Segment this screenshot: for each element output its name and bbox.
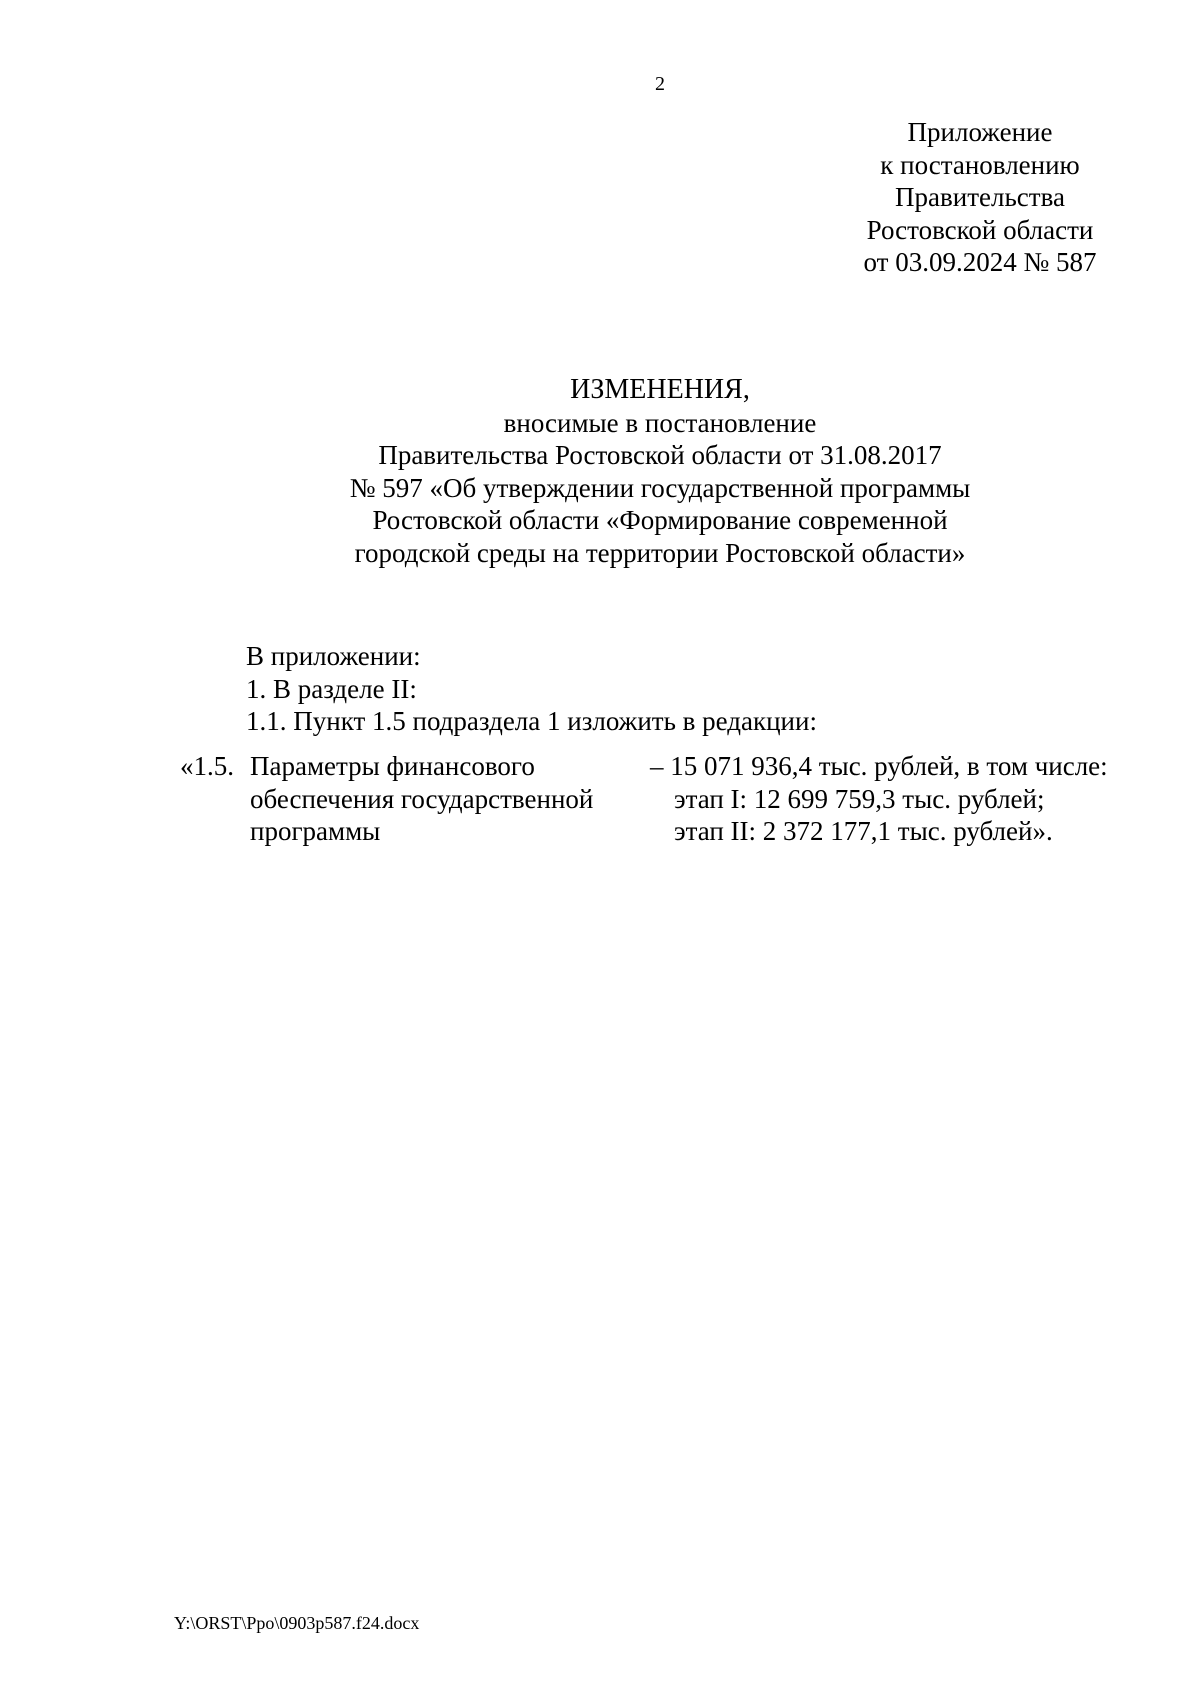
appendix-line: Ростовской области: [866, 214, 1094, 245]
item-label-line: Параметры финансового: [250, 751, 535, 781]
item-label-line: программы: [250, 816, 381, 846]
title-line: городской среды на территории Ростовской области»: [354, 537, 966, 568]
body-text: [246, 640, 1146, 738]
item-label-line: обеспечения государственной: [250, 783, 594, 814]
title-line: Правительства Ростовской области от 31.08.2017: [378, 440, 942, 470]
title-line: вносимые в постановление: [503, 407, 817, 438]
page-number: 2: [655, 73, 665, 95]
body-line: В приложении:: [246, 641, 421, 671]
item-value-line: – 15 071 936,4 тыс. рублей, в том числе:: [650, 751, 1108, 781]
title-heading: ИЗМЕНЕНИЯ,: [570, 374, 750, 405]
document-title: [300, 374, 1020, 569]
body-line: 1.1. Пункт 1.5 подраздела 1 изложить в редакции:: [246, 706, 817, 736]
item-value-line: этап II: 2 372 177,1 тыс. рублей».: [674, 816, 1053, 846]
item-value: [650, 750, 1140, 848]
appendix-line: к постановлению: [880, 149, 1080, 180]
item-value-line: этап I: 12 699 759,3 тыс. рублей;: [674, 783, 1045, 814]
appendix-line: Приложение: [907, 117, 1053, 147]
appendix-line: от 03.09.2024 № 587: [863, 247, 1097, 277]
item-label: [250, 750, 630, 848]
footer-file-path: Y:\ORST\Ppo\0903p587.f24.docx: [174, 1613, 420, 1633]
title-line: № 597 «Об утверждении государственной программы: [349, 472, 971, 503]
title-line: Ростовской области «Формирование современной: [372, 505, 948, 535]
body-line: 1. В разделе II:: [246, 673, 417, 704]
appendix-header: [840, 116, 1120, 279]
item-number: «1.5.: [180, 751, 234, 781]
appendix-line: Правительства: [895, 182, 1065, 212]
